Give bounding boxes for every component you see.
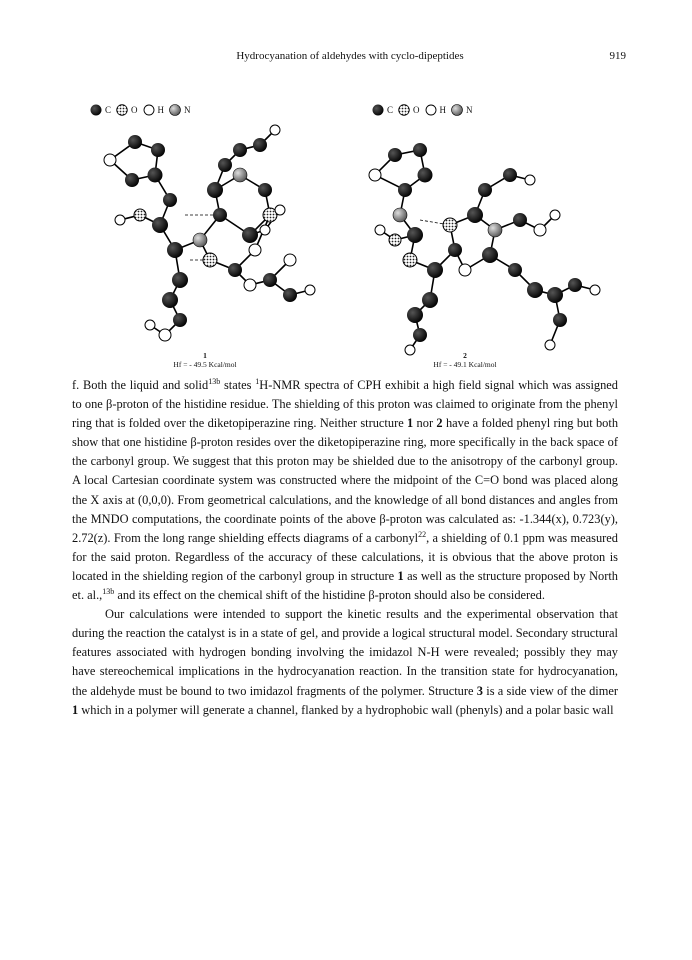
structure-number: 2: [463, 351, 467, 360]
legend-oxygen: O: [398, 104, 420, 116]
molecule-structure-1: [80, 120, 320, 360]
carbon-atom-icon: [90, 104, 102, 116]
figure-caption-1: [135, 351, 275, 369]
nitrogen-atom-icon: [169, 104, 181, 116]
legend-carbon: C: [372, 104, 393, 116]
legend-hydrogen: H: [425, 104, 447, 116]
heat-of-formation: Hf = - 49.5 Kcal/mol: [173, 360, 237, 369]
atom-legend-left: [90, 104, 191, 116]
body-text: [72, 376, 618, 720]
legend-hydrogen: H: [143, 104, 165, 116]
paragraph: f. Both the liquid and solid$^{13b}$ states $^1$H-NMR spectra of CPH exhibit a high field signal which was assigned to one β-proton of the histidine residue. The shielding of this proton was claimed to originate from the phenyl ring that is folded over the diketopiperazine ring. Neither structure 1 nor 2 have a folded phenyl ring but both show that one histidine β-proton resides over the diketopiperazine ring, more specifically in the back space of the carbonyl group. We suggest that this proton may be shielded due to the anisotropy of the carbonyl group. A local Cartesian coordinate system was constructed where the midpoint of the C=O bond was placed along the X axis at (0,0,0). From geometrical calculations, and the knowledge of all bond distances and angles from the MNDO computations, the coordinate points of the above β-proton was calculated as: -1.344(x), 0.723(y), 2.72(z). From the long range shielding effects diagrams of a carbonyl$^{22}$, a shielding of 0.1 ppm was measured for the said proton. Regardless of the accuracy of these calculations, it is obvious that the above proton is located in the shielding region of the carbonyl group in structure 1 as well as the structure proposed by North et. al.,$^{13b}$ and its effect on the chemical shift of the histidine β-proton should also be considered.: [72, 377, 619, 603]
atom-legend-right: [372, 104, 473, 116]
molecule-structure-2: [355, 120, 615, 360]
carbon-atom-icon: [372, 104, 384, 116]
legend-nitrogen: N: [169, 104, 191, 116]
nitrogen-atom-icon: [451, 104, 463, 116]
structure-number: 1: [203, 351, 207, 360]
legend-carbon: C: [90, 104, 111, 116]
heat-of-formation: Hf = - 49.1 Kcal/mol: [433, 360, 497, 369]
paragraph: Our calculations were intended to support the kinetic results and the experimental observation that during the reaction the catalyst is in a state of gel, and provide a logical structural model. Secondary structural features associated with hydrogen bonding involving the imidazol N-H were revealed; possibly they may have stereochemical implications in the hydrocyanation reaction. In the transition state for hydrocyanation, the aldehyde must be bound to two imidazol fragments of the polymer. Structure 3 is a side view of the dimer 1 which in a polymer will generate a channel, flanked by a hydrophobic wall (phenyls) and a polar basic wall: [72, 607, 619, 717]
legend-nitrogen: N: [451, 104, 473, 116]
hydrogen-atom-icon: [425, 104, 437, 116]
hydrogen-atom-icon: [143, 104, 155, 116]
page-number: 919: [609, 50, 626, 62]
legend-oxygen: O: [116, 104, 138, 116]
figure-caption-2: [395, 351, 535, 369]
running-title: Hydrocyanation of aldehydes with cyclo-dipeptides: [236, 50, 464, 62]
oxygen-atom-icon: [116, 104, 128, 116]
oxygen-atom-icon: [398, 104, 410, 116]
running-header: [70, 50, 630, 66]
